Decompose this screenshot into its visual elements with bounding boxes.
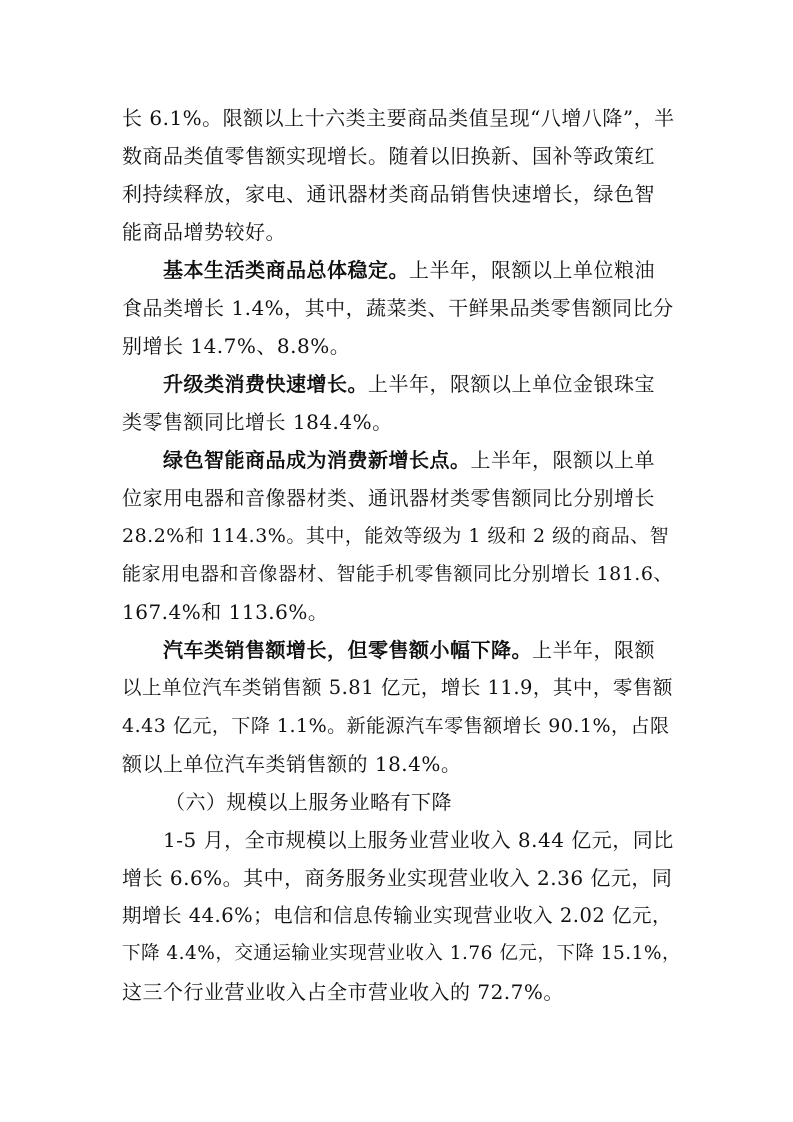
paragraph-line: 别增长 14.7%、8.8%。: [122, 334, 351, 358]
paragraph-first-line: [163, 254, 683, 286]
paragraph-first-line: [163, 634, 683, 666]
paragraph-line: 额以上单位汽车类销售额的 18.4%。: [122, 752, 462, 776]
paragraph-lead: 升级类消费快速增长。: [163, 372, 368, 396]
paragraph-lead: 基本生活类商品总体稳定。: [163, 258, 409, 282]
paragraph-first-line: [163, 444, 683, 476]
paragraph-lead: 汽车类销售额增长，但零售额小幅下降。: [163, 638, 532, 662]
paragraph-first-line: 1-5 月，全市规模以上服务业营业收入 8.44 亿元，同比: [163, 828, 674, 852]
paragraph-line: 类零售额同比增长 184.4%。: [122, 410, 393, 434]
paragraph-line: 能商品增势较好。: [122, 220, 286, 244]
paragraph-line: 这三个行业营业收入占全市营业收入的 72.7%。: [122, 980, 564, 1004]
paragraph-line: 增长 6.6%。其中，商务服务业实现营业收入 2.36 亿元，同: [122, 866, 673, 890]
paragraph-line: 167.4%和 113.6%。: [122, 600, 329, 624]
paragraph-line: 食品类增长 1.4%，其中，蔬菜类、干鲜果品类零售额同比分: [122, 296, 674, 320]
paragraph-lead: 绿色智能商品成为消费新增长点。: [163, 448, 471, 472]
paragraph-line: 长 6.1%。限额以上十六类主要商品类值呈现“八增八降”，半: [122, 106, 675, 130]
paragraph-line: 利持续释放，家电、通讯器材类商品销售快速增长，绿色智: [122, 182, 655, 206]
paragraph-line: 28.2%和 114.3%。其中，能效等级为 1 级和 2 级的商品、智: [122, 525, 670, 547]
section-heading: （六）规模以上服务业略有下降: [165, 790, 452, 814]
paragraph-text: 上半年，限额以上单位金银珠宝: [368, 372, 655, 396]
paragraph-line: 数商品类值零售额实现增长。随着以旧换新、国补等政策红: [122, 144, 655, 168]
paragraph-line: 下降 4.4%，交通运输业实现营业收入 1.76 亿元，下降 15.1%，: [122, 943, 681, 964]
paragraph-line: 以上单位汽车类销售额 5.81 亿元，增长 11.9，其中，零售额: [122, 676, 673, 699]
paragraph-text: 上半年，限额: [532, 638, 655, 662]
paragraph-text: 上半年，限额以上单: [470, 448, 655, 472]
paragraph-text: 上半年，限额以上单位粮油: [409, 258, 655, 282]
paragraph-line: 能家用电器和音像器材、智能手机零售额同比分别增长 181.6、: [122, 563, 673, 585]
paragraph-line: 位家用电器和音像器材类、通讯器材类零售额同比分别增长: [122, 486, 655, 510]
paragraph-first-line: [163, 368, 683, 400]
paragraph-line: 期增长 44.6%；电信和信息传输业实现营业收入 2.02 亿元，: [122, 904, 672, 927]
paragraph-line: 4.43 亿元，下降 1.1%。新能源汽车零售额增长 90.1%，占限: [122, 715, 670, 737]
